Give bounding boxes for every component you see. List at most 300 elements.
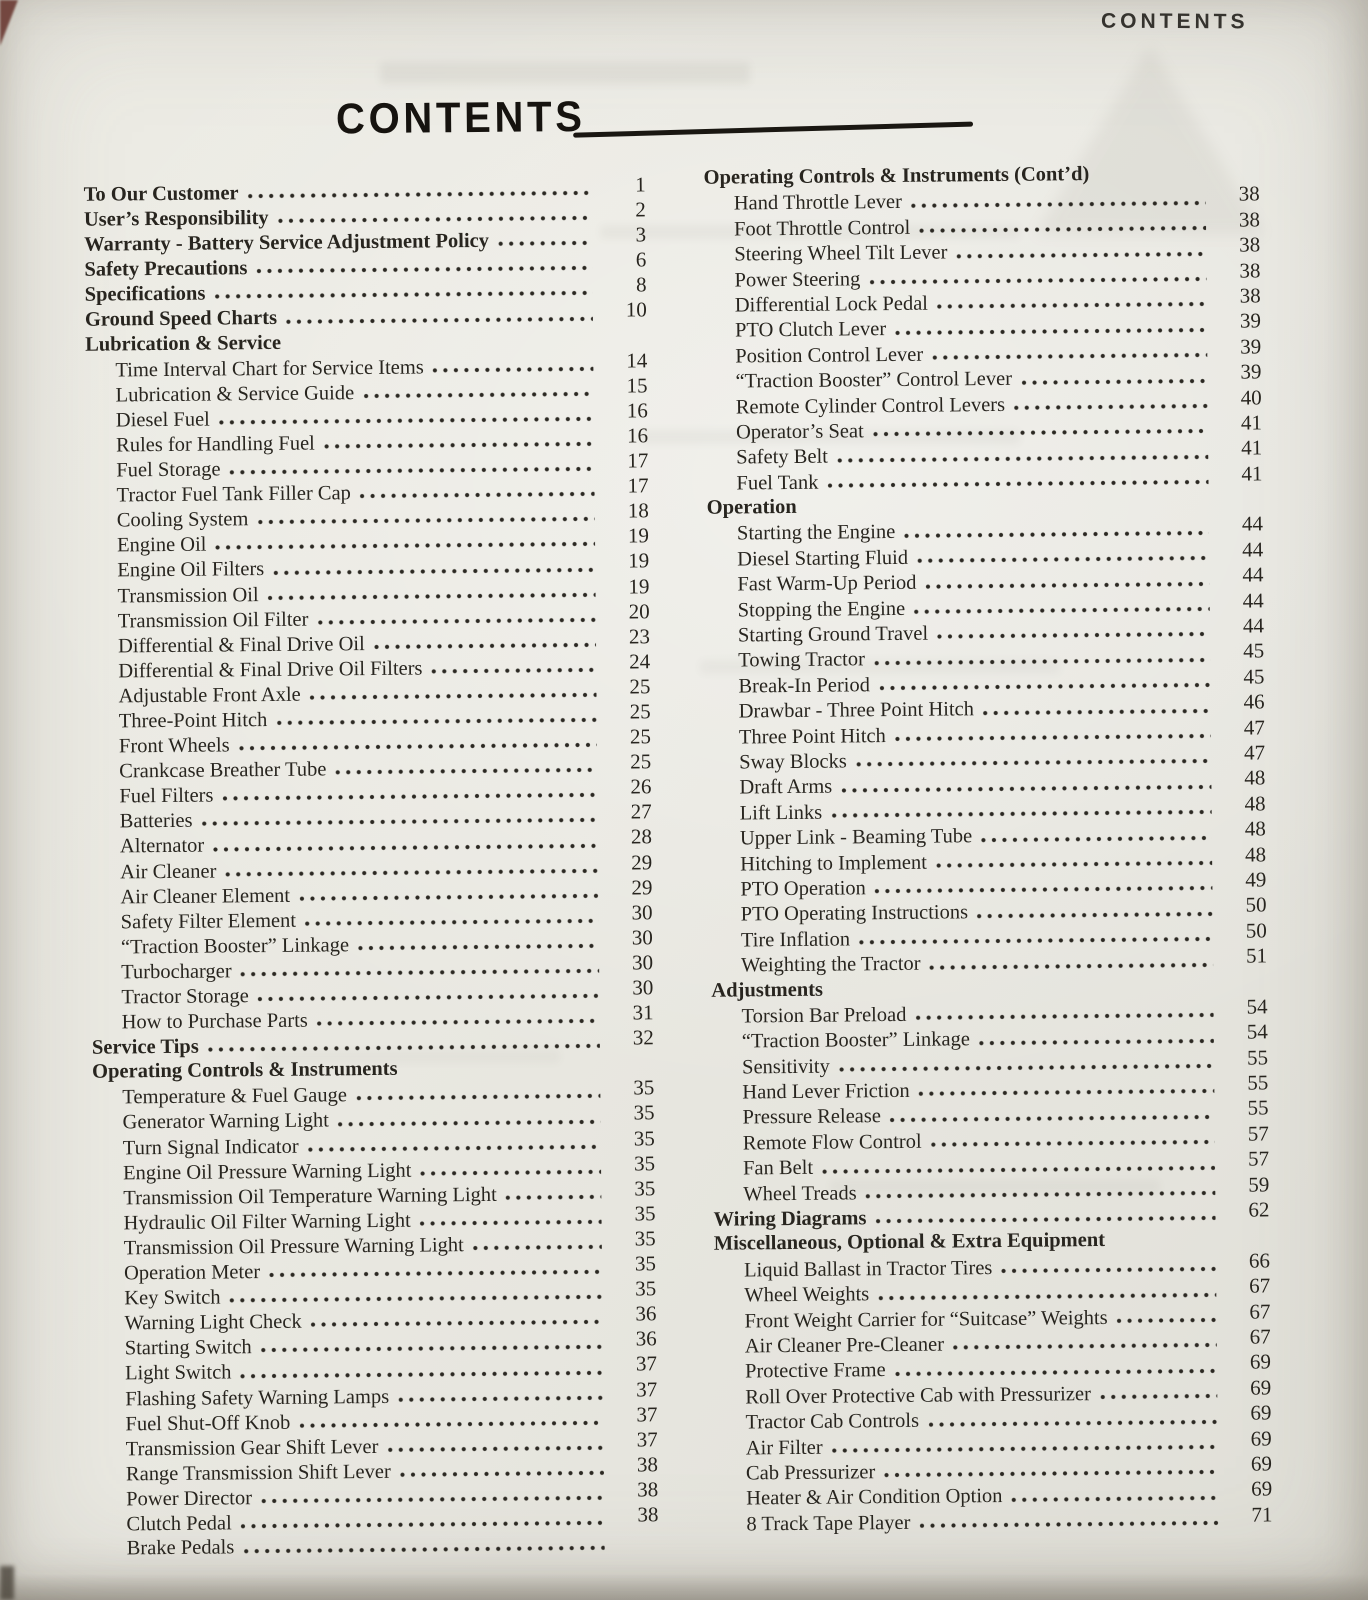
toc-entry-page: 35 — [634, 1176, 656, 1201]
toc-entry-label: Service Tips — [91, 1035, 199, 1059]
toc-entry-page: 24 — [629, 649, 651, 674]
toc-entry-label: Lubrication & Service Guide — [115, 381, 355, 407]
toc-entry-label: Turn Signal Indicator — [122, 1135, 299, 1159]
toc-entry-page: 17 — [627, 448, 649, 473]
toc-entry-page: 19 — [628, 548, 650, 573]
toc-entry-page: 35 — [635, 1276, 657, 1301]
dot-leader — [299, 1419, 603, 1429]
dot-leader — [1014, 403, 1208, 412]
toc-entry-label: Diesel Starting Fluid — [737, 546, 909, 571]
dot-leader — [1117, 1317, 1217, 1325]
dot-leader — [230, 1294, 603, 1305]
toc-entry-label: Three-Point Hitch — [118, 708, 268, 733]
dot-leader — [1001, 1266, 1216, 1275]
toc-entry-label: Tractor Cab Controls — [745, 1409, 920, 1434]
toc-entry-page: 30 — [631, 900, 653, 925]
dot-leader — [911, 200, 1206, 210]
toc-entry-label: Starting Ground Travel — [737, 622, 929, 647]
toc-entry-page: 37 — [635, 1351, 658, 1376]
dot-leader — [225, 867, 598, 878]
toc-entry-page: 38 — [637, 1477, 659, 1502]
toc-entry-label: Turbocharger — [121, 960, 232, 984]
dot-leader — [914, 606, 1210, 616]
toc-entry-page: 55 — [1247, 1095, 1269, 1121]
dot-leader — [866, 1190, 1216, 1200]
toc-entry-label: Air Cleaner Pre-Cleaner — [744, 1333, 945, 1358]
dot-leader — [248, 190, 592, 200]
toc-entry-label: Lift Links — [739, 801, 823, 825]
dot-leader — [875, 1215, 1215, 1225]
toc-entry-label: Operating Controls & Instruments — [92, 1058, 398, 1083]
toc-entry-label: Air Filter — [745, 1436, 823, 1459]
toc-entry-page: 50 — [1245, 892, 1267, 917]
dot-leader — [400, 1470, 604, 1479]
toc-entry-page: 35 — [634, 1201, 656, 1226]
toc-entry-label: Air Cleaner — [120, 860, 217, 883]
toc-entry-page: 28 — [630, 824, 653, 849]
toc-entry-page: 23 — [628, 624, 651, 649]
dot-leader — [919, 1520, 1218, 1530]
toc-entry-page: 41 — [1241, 461, 1263, 486]
dot-leader — [299, 893, 598, 903]
toc-entry-label: Remote Cylinder Control Levers — [735, 393, 1006, 419]
toc-entry-page: 27 — [630, 799, 652, 824]
dot-leader — [241, 968, 600, 978]
toc-entry-label: Drawbar - Three Point Hitch — [738, 698, 975, 723]
dot-leader — [240, 1369, 603, 1379]
toc-entry-label: Operation — [706, 495, 797, 519]
toc-entry-page: 44 — [1242, 562, 1264, 587]
toc-entry-label: Engine Oil Pressure Warning Light — [122, 1159, 412, 1185]
dot-leader — [953, 1342, 1217, 1352]
dot-leader — [1100, 1393, 1217, 1401]
toc-entry-page: 38 — [1239, 232, 1261, 257]
toc-entry-label: Tractor Fuel Tank Filler Cap — [116, 482, 351, 507]
toc-entry-label: Safety Filter Element — [120, 909, 297, 934]
toc-entry-label: Operator’s Seat — [735, 420, 864, 444]
toc-entry-label: Draft Arms — [739, 775, 833, 799]
toc-entry-page: 67 — [1249, 1298, 1271, 1324]
toc-entry-label: To Our Customer — [83, 182, 239, 206]
toc-entry-page: 69 — [1250, 1400, 1272, 1425]
toc-entry-label: Transmission Oil — [117, 583, 259, 607]
dot-leader — [859, 936, 1213, 946]
dot-leader — [243, 1545, 604, 1555]
dot-leader — [915, 1012, 1213, 1022]
toc-entry-label: PTO Clutch Lever — [734, 318, 887, 342]
dot-leader — [878, 1291, 1216, 1301]
dot-leader — [983, 708, 1211, 717]
toc-entry-page: 17 — [627, 473, 649, 498]
toc-entry-label: Remote Flow Control — [742, 1130, 922, 1155]
toc-entry-page: 10 — [625, 297, 647, 323]
dot-leader — [317, 617, 595, 627]
toc-entry-label: Brake Pedals — [126, 1536, 235, 1560]
toc-entry-page: 25 — [629, 674, 651, 699]
toc-entry-page: 47 — [1243, 715, 1265, 740]
dot-leader — [932, 352, 1207, 362]
toc-entry-page: 15 — [626, 373, 648, 398]
toc-entry-page: 38 — [1239, 283, 1261, 308]
toc-entry-page: 25 — [629, 724, 652, 749]
dot-leader — [273, 566, 595, 576]
dot-leader — [308, 1143, 601, 1153]
toc-entry-page: 35 — [633, 1125, 655, 1151]
toc-entry-page: 25 — [630, 749, 652, 774]
toc-entry-label: Towing Tractor — [738, 648, 866, 672]
dot-leader — [208, 1043, 600, 1054]
toc-entry-page: 55 — [1246, 1045, 1269, 1070]
dot-leader — [895, 1368, 1217, 1378]
toc-entry-label: Transmission Oil Pressure Warning Light — [123, 1234, 464, 1260]
toc-entry-page: 35 — [634, 1226, 656, 1251]
toc-entry-label: Starting the Engine — [736, 521, 896, 545]
dot-leader — [335, 767, 597, 777]
toc-entry-page: 44 — [1241, 511, 1264, 537]
dot-leader — [317, 1018, 600, 1028]
dot-leader — [928, 1418, 1218, 1428]
toc-entry-label: Power Steering — [734, 267, 861, 292]
toc-entry-page: 32 — [632, 1025, 654, 1050]
toc-entry-page: 41 — [1240, 410, 1263, 435]
dot-leader — [981, 834, 1212, 843]
dot-leader — [241, 1520, 605, 1530]
toc-entry-label: Temperature & Fuel Gauge — [122, 1084, 348, 1109]
dot-leader — [257, 516, 594, 526]
dot-leader — [895, 733, 1211, 743]
dot-leader — [879, 682, 1211, 692]
toc-entry-page: 30 — [631, 950, 654, 975]
toc-entry-page: 20 — [628, 598, 650, 624]
dot-leader — [268, 591, 596, 601]
dot-leader — [831, 809, 1211, 820]
toc-entry-label: Sway Blocks — [739, 750, 847, 774]
toc-entry-label: User’s Responsibility — [83, 207, 269, 231]
toc-entry-label: Safety Precautions — [84, 257, 248, 282]
toc-entry-page: 14 — [626, 347, 648, 373]
toc-entry-page: 38 — [1238, 181, 1260, 207]
toc-entry-label: Fuel Filters — [119, 784, 214, 808]
toc-entry-label: Flashing Safety Warning Lamps — [125, 1385, 390, 1410]
toc-entry-label: Fuel Tank — [736, 471, 819, 495]
toc-entry-label: Cooling System — [116, 508, 249, 532]
toc-entry-label: “Traction Booster” Control Lever — [735, 367, 1013, 393]
toc-entry-page: 62 — [1248, 1197, 1270, 1222]
toc-entry-label: Tire Inflation — [740, 928, 851, 952]
toc-entry-label: Range Transmission Shift Lever — [125, 1460, 391, 1486]
dot-leader — [276, 717, 596, 727]
toc-entry-page: 45 — [1243, 664, 1265, 689]
dot-leader — [258, 993, 600, 1003]
dot-leader — [937, 301, 1207, 311]
toc-entry-page: 44 — [1242, 613, 1265, 638]
toc-entry-page: 35 — [633, 1100, 655, 1125]
toc-entry-label: Position Control Lever — [735, 343, 924, 368]
toc-entry-page: 25 — [629, 699, 651, 724]
toc-entry-page: 30 — [632, 975, 654, 1000]
toc-column-right — [703, 160, 1272, 1536]
toc-entry-page: 8 — [635, 272, 647, 297]
toc-entry-page: 26 — [630, 774, 652, 799]
dot-leader — [884, 1469, 1218, 1479]
toc-entry-label: Upper Link - Beaming Tube — [739, 825, 973, 850]
toc-entry-label: Warning Light Check — [124, 1310, 302, 1335]
toc-entry-label: Rules for Handling Fuel — [116, 432, 315, 457]
toc-entry-label: Pressure Release — [742, 1105, 882, 1129]
toc-entry-label: Operating Controls & Instruments (Cont’d) — [703, 163, 1090, 189]
toc-entry-label: Heater & Air Condition Option — [746, 1485, 1003, 1510]
toc-entry-label: Power Director — [126, 1487, 253, 1511]
toc-entry-label: Batteries — [119, 810, 193, 833]
dot-leader — [222, 792, 597, 803]
toc-entry-page: 46 — [1243, 689, 1265, 714]
dot-leader — [311, 1319, 603, 1329]
toc-entry-page: 37 — [636, 1401, 658, 1427]
toc-entry — [97, 1531, 659, 1561]
toc-entry-label: How to Purchase Parts — [121, 1009, 308, 1034]
toc-entry-page: 66 — [1248, 1248, 1271, 1273]
toc-entry-page: 31 — [632, 1000, 654, 1025]
dot-leader — [374, 642, 596, 651]
toc-entry-page: 69 — [1250, 1375, 1272, 1400]
dot-leader — [822, 1165, 1215, 1176]
dot-leader — [873, 428, 1208, 438]
toc-entry-page: 49 — [1245, 867, 1267, 892]
dot-leader — [202, 817, 598, 828]
toc-entry-label: Three Point Hitch — [738, 724, 886, 749]
toc-entry-label: Front Weight Carrier for “Suitcase” Weights — [744, 1306, 1108, 1333]
toc-entry-label: Wheel Weights — [744, 1283, 870, 1307]
dot-leader — [979, 1038, 1214, 1047]
toc-entry-page: 30 — [631, 925, 653, 950]
dot-leader — [839, 1063, 1214, 1074]
toc-entry-label: Cab Pressurizer — [745, 1461, 876, 1485]
dot-leader — [936, 860, 1212, 870]
toc-entry-label: “Traction Booster” Linkage — [741, 1028, 971, 1053]
toc-entry-label: Adjustable Front Axle — [118, 683, 301, 708]
toc-entry-page: 41 — [1241, 435, 1263, 460]
dot-leader — [869, 276, 1206, 286]
toc-entry-page: 55 — [1247, 1070, 1269, 1095]
toc-entry-label: Starting Switch — [124, 1336, 252, 1360]
dot-leader — [420, 1169, 601, 1178]
dot-leader — [338, 1118, 601, 1128]
toc-entry-page: 59 — [1248, 1172, 1270, 1197]
toc-entry-page: 44 — [1242, 537, 1264, 562]
dot-leader — [286, 315, 593, 325]
toc-entry-label: Transmission Oil Filter — [117, 608, 309, 633]
toc-entry-label: Diesel Fuel — [115, 408, 210, 432]
toc-entry-page: 29 — [631, 849, 653, 875]
toc-entry-page: 69 — [1251, 1476, 1273, 1501]
dot-leader — [356, 1093, 600, 1102]
toc-entry-label: Differential & Final Drive Oil Filters — [118, 657, 423, 683]
dot-leader — [931, 1139, 1215, 1149]
dot-leader — [919, 1088, 1215, 1098]
toc-entry-label: Time Interval Chart for Service Items — [115, 356, 424, 382]
dot-leader — [895, 327, 1207, 337]
toc-entry-label: Operation Meter — [123, 1261, 261, 1285]
toc-entry-label: Torsion Bar Preload — [741, 1003, 907, 1028]
toc-entry-page: 29 — [631, 874, 653, 900]
dot-leader — [930, 961, 1214, 971]
toc-entry-page: 47 — [1243, 740, 1266, 765]
dot-leader — [856, 758, 1211, 768]
toc-column-left — [83, 172, 659, 1561]
toc-entry-page: 48 — [1244, 765, 1266, 791]
toc-entry-page: 39 — [1240, 359, 1262, 384]
toc-entry-page: 38 — [1238, 207, 1261, 232]
toc-entry-label: Crankcase Breather Tube — [119, 758, 327, 783]
toc-entry-page: 54 — [1246, 1019, 1268, 1044]
dot-leader — [324, 441, 594, 451]
dot-leader — [230, 466, 595, 477]
toc-entry-page: 57 — [1247, 1121, 1269, 1146]
dot-leader — [269, 1269, 602, 1279]
toc-entry-page: 67 — [1249, 1273, 1271, 1298]
dot-leader — [904, 530, 1209, 540]
toc-entry-page: 35 — [633, 1150, 656, 1176]
dot-leader — [360, 491, 595, 500]
dot-leader — [956, 251, 1206, 260]
toc-entry-page: 71 — [1251, 1502, 1273, 1527]
toc-entry-page: 44 — [1242, 588, 1264, 613]
toc-entry-page: 2 — [635, 197, 646, 222]
dot-leader — [890, 1114, 1215, 1124]
toc-entry-label: Wiring Diagrams — [713, 1207, 867, 1231]
toc-entry-page: 18 — [627, 498, 649, 523]
dot-leader — [837, 454, 1208, 465]
corner-page-header: CONTENTS — [1100, 9, 1249, 34]
dot-leader — [832, 1444, 1218, 1455]
toc-entry-label: Roll Over Protective Cab with Pressurizer — [745, 1382, 1091, 1409]
toc-entry-label: Sensitivity — [741, 1055, 830, 1079]
toc-entry-page: 45 — [1243, 638, 1265, 664]
toc-entry-page: 36 — [635, 1301, 657, 1326]
toc-entry-page: 19 — [627, 523, 650, 548]
dot-leader — [473, 1244, 602, 1252]
toc-entry-label: Tractor Storage — [121, 985, 249, 1009]
toc-entry-label: Air Cleaner Element — [120, 884, 291, 909]
toc-entry-page: 38 — [636, 1452, 659, 1477]
toc-entry-label: Key Switch — [124, 1286, 221, 1310]
dot-leader — [841, 784, 1211, 795]
toc-entry-page: 48 — [1244, 841, 1267, 867]
toc-entry-label: 8 Track Tape Player — [746, 1511, 911, 1536]
toc-entry — [716, 1502, 1273, 1537]
title-underline — [573, 122, 973, 138]
toc-entry-page: 69 — [1250, 1451, 1273, 1476]
dot-leader — [937, 631, 1210, 641]
toc-entry-label: Hand Throttle Lever — [733, 191, 903, 215]
toc-entry-label: Light Switch — [124, 1361, 232, 1385]
toc-entry-page: 39 — [1240, 334, 1262, 359]
dot-leader — [261, 1495, 604, 1505]
toc-entry-page: 1 — [635, 172, 646, 197]
dot-leader — [1011, 1495, 1218, 1504]
toc-entry-page: 37 — [636, 1426, 658, 1452]
toc-entry-page: 48 — [1244, 791, 1266, 816]
dot-leader — [256, 265, 592, 275]
toc-entry-page: 50 — [1245, 918, 1267, 943]
dot-leader — [917, 555, 1209, 565]
toc-entry-label: Hitching to Implement — [740, 851, 927, 876]
dot-leader — [213, 842, 598, 853]
toc-entry-label: Hand Lever Friction — [742, 1079, 910, 1104]
dot-leader — [398, 1394, 603, 1403]
toc-entry-page: 16 — [626, 398, 648, 423]
toc-entry-label: Warranty - Battery Service Adjustment Policy — [84, 230, 490, 256]
dot-leader — [363, 391, 594, 400]
toc-entry-page: 37 — [636, 1376, 658, 1401]
dot-leader — [431, 667, 596, 676]
toc-entry-page: 3 — [635, 222, 647, 247]
toc-entry-page: 19 — [628, 573, 650, 599]
dot-leader — [506, 1194, 602, 1202]
toc-entry-label: “Traction Booster” Linkage — [120, 934, 350, 959]
toc-entry-label: Fan Belt — [742, 1157, 814, 1180]
dot-leader — [827, 479, 1208, 490]
toc-entry-label: Fuel Storage — [116, 458, 221, 482]
toc-entry-label: Engine Oil — [116, 533, 207, 557]
toc-entry-page: 51 — [1245, 943, 1268, 968]
toc-entry-label: Fuel Shut-Off Knob — [125, 1411, 291, 1435]
toc-entry-label: Lubrication & Service — [85, 331, 282, 356]
toc-entry-label: Foot Throttle Control — [733, 216, 911, 241]
toc-entry-label: Ground Speed Charts — [84, 307, 278, 332]
dot-leader — [215, 541, 595, 552]
toc-entry-label: Wheel Treads — [743, 1181, 857, 1206]
toc-entry-label: Clutch Pedal — [126, 1512, 232, 1536]
toc-entry-page: 6 — [635, 247, 647, 272]
toc-entry-label: Differential & Final Drive Oil — [117, 632, 365, 658]
dot-leader — [874, 657, 1210, 667]
dot-leader — [875, 885, 1213, 895]
toc-entry-page: 38 — [637, 1502, 659, 1527]
dot-leader — [261, 1344, 603, 1354]
toc-entry-page: 16 — [626, 423, 649, 448]
toc-entry-label: Protective Frame — [744, 1359, 886, 1383]
toc-entry-label: Weighting the Tractor — [741, 952, 921, 977]
toc-entry-label: Steering Wheel Tilt Lever — [734, 241, 948, 266]
toc-entry-label: Specifications — [84, 282, 206, 307]
dot-leader — [214, 290, 592, 301]
toc-entry-page: 69 — [1250, 1425, 1272, 1451]
toc-entry-label: Generator Warning Light — [122, 1109, 330, 1134]
toc-entry-label: Safety Belt — [736, 445, 829, 469]
toc-entry-label: Adjustments — [711, 978, 824, 1002]
toc-entry-page: 54 — [1246, 994, 1268, 1019]
toc-entry-label: PTO Operating Instructions — [740, 901, 969, 926]
dot-leader — [977, 911, 1213, 920]
dot-leader — [219, 416, 594, 427]
toc-entry-label: Transmission Oil Temperature Warning Light — [123, 1183, 497, 1210]
toc-entry-label: Front Wheels — [118, 734, 230, 758]
toc-entry-page: 38 — [1239, 258, 1261, 283]
toc-entry-page: 35 — [633, 1075, 655, 1100]
page-title: CONTENTS — [335, 92, 586, 144]
toc-entry-page: 57 — [1247, 1146, 1270, 1171]
toc-entry-label: Transmission Gear Shift Lever — [125, 1435, 379, 1461]
toc-entry-page: 35 — [634, 1251, 657, 1276]
toc-entry-label: Alternator — [119, 835, 205, 858]
dot-leader — [358, 943, 599, 952]
dot-leader — [919, 225, 1206, 235]
dot-leader — [498, 240, 592, 248]
toc-entry-label: Liquid Ballast in Tractor Tires — [743, 1256, 993, 1282]
dot-leader — [305, 918, 599, 928]
dot-leader — [433, 366, 594, 375]
